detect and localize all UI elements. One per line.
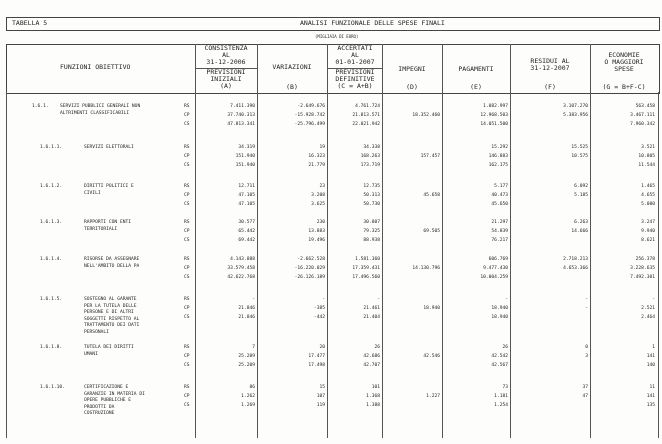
group-code: 1.6.1.4. <box>40 257 63 262</box>
cell-e: 40.473 <box>491 193 508 198</box>
group-description-line: RISORSE DA ASSEGNARE <box>84 257 140 262</box>
cell-e: 76.217 <box>491 238 508 243</box>
row-type-label: CP <box>184 193 190 198</box>
group-code: 1.6.1.1. <box>40 145 63 150</box>
col-previsioni-definitive <box>328 69 382 90</box>
cell-g: 11 <box>649 385 655 390</box>
cell-c: 34.338 <box>363 145 380 150</box>
cell-a: 25.209 <box>238 363 255 368</box>
cell-b: 3.208 <box>311 193 325 198</box>
col-previsioni-definitive-2: DEFINITIVE <box>335 75 375 83</box>
cell-g: 7.960.342 <box>630 122 655 127</box>
cell-c: 17.359.431 <box>352 266 380 271</box>
cell-c: 21.813.571 <box>352 113 380 118</box>
row-type-label: RS <box>184 220 190 225</box>
col-residui-code: (F) <box>544 83 556 91</box>
group-code: 1.6.1.3. <box>40 220 63 225</box>
cell-e: 1.082.997 <box>483 104 508 109</box>
cell-e: 5.177 <box>494 184 508 189</box>
cell-b: 17.498 <box>308 363 325 368</box>
cell-a: 151.940 <box>235 154 255 159</box>
cell-b: -2.662.528 <box>297 257 325 262</box>
cell-b: 16.323 <box>308 154 325 159</box>
cell-b: 3.625 <box>311 202 325 207</box>
cell-d: 69.505 <box>423 229 440 234</box>
cell-a: 33.579.458 <box>227 266 255 271</box>
row-type-label: RS <box>184 257 190 262</box>
col-consistenza <box>196 45 256 66</box>
cell-b: 20 <box>319 345 325 350</box>
cell-e: 9.477.430 <box>483 266 508 271</box>
group-description-line: SOGGETTI RISPETTO AL <box>84 316 140 322</box>
cell-f: - <box>585 306 588 311</box>
cell-f: 3.107.270 <box>563 104 588 109</box>
cell-e: 73 <box>502 385 508 390</box>
cell-b: -2.649.676 <box>297 104 325 109</box>
table-title: ANALISI FUNZIONALE DELLE SPESE FINALI <box>300 19 445 27</box>
col-residui-1: RESIDUI AL <box>530 57 570 65</box>
cell-g: 9.940 <box>641 229 655 234</box>
group-description-line: RAPPORTI CON ENTI <box>84 220 132 225</box>
cell-e: 45.650 <box>491 202 508 207</box>
cell-a: 4.143.888 <box>230 257 255 262</box>
group-description-line: SOSTEGNO AL GARANTE <box>84 297 137 302</box>
group-description-line: TRATTAMENTO DEI DATI <box>84 323 140 328</box>
row-type-label: RS <box>184 184 190 189</box>
cell-b: -385 <box>313 306 325 311</box>
cell-c: 50.313 <box>363 193 380 198</box>
cell-f: 2.718.213 <box>563 257 588 262</box>
cell-c: 30.807 <box>363 220 380 225</box>
cell-g: 2.521 <box>641 306 655 311</box>
cell-d: 1.227 <box>426 394 440 399</box>
cell-a: 1.269 <box>241 403 255 408</box>
cell-a: 86 <box>249 385 255 390</box>
cell-f: 14.666 <box>571 229 588 234</box>
col-economie-code: (G = B+F-C) <box>602 83 646 91</box>
cell-c: 42.686 <box>363 354 380 359</box>
cell-g: 3.247 <box>641 220 655 225</box>
row-type-label: CS <box>184 122 190 127</box>
row-type-label: CS <box>184 275 190 280</box>
col-impegni-code: (D) <box>406 83 418 91</box>
row-type-label: CS <box>184 315 190 320</box>
row-type-label: RS <box>184 145 190 150</box>
row-type-label: CP <box>184 354 190 359</box>
cell-f: 6.092 <box>574 184 588 189</box>
cell-e: 54.839 <box>491 229 508 234</box>
group-description-line: PER LA TUTELA DELLE <box>84 303 137 309</box>
group-description-line: PERSONE E DI ALTRI <box>84 310 134 315</box>
cell-e: 606.769 <box>488 257 508 262</box>
group-code: 1.6.1. <box>32 104 49 109</box>
col-consistenza-1: CONSISTENZA <box>204 44 248 52</box>
cell-g: 141 <box>646 354 655 359</box>
cell-a: 21.846 <box>238 306 255 311</box>
group-code: 1.6.1.8. <box>40 345 63 350</box>
cell-d: 18.352.460 <box>412 113 440 118</box>
cell-b: 19 <box>319 145 325 150</box>
cell-f: 5.383.956 <box>563 113 588 118</box>
cell-g: 3.467.111 <box>630 113 655 118</box>
cell-b: 17.477 <box>308 354 325 359</box>
cell-f: 10.575 <box>571 154 588 159</box>
cell-f: 37 <box>582 385 588 390</box>
group-description-line: PERSONALI <box>84 329 109 335</box>
cell-g: 3.521 <box>641 145 655 150</box>
cell-g: 141 <box>646 394 655 399</box>
col-residui-2: 31-12-2007 <box>530 64 570 72</box>
cell-b: 107 <box>316 394 325 399</box>
cell-c: 22.021.942 <box>352 122 380 127</box>
col-pagamenti-code: (E) <box>470 83 482 91</box>
group-description-line: TUTELA DEI DIRITTI <box>84 345 134 350</box>
body-right-border <box>658 92 659 438</box>
cell-f: 0 <box>585 345 588 350</box>
cell-c: 4.761.724 <box>355 104 380 109</box>
cell-b: 230 <box>316 220 325 225</box>
col-previsioni-iniziali-3: (A) <box>220 82 232 90</box>
cell-b: -25.796.499 <box>294 122 325 127</box>
cell-a: 47.105 <box>238 202 255 207</box>
row-type-label: RS <box>184 345 190 350</box>
cell-c: 1.368 <box>366 394 380 399</box>
cell-e: 1.181 <box>494 394 508 399</box>
units-note: (MIGLIAIA DI EURO) <box>315 34 359 39</box>
col-previsioni-definitive-3: (C = A+B) <box>337 82 373 90</box>
row-type-label: CS <box>184 403 190 408</box>
cell-f: 4.653.366 <box>563 266 588 271</box>
col-economie-1: ECONOMIE <box>608 51 640 59</box>
cell-b: - <box>322 297 325 302</box>
cell-c: 21.404 <box>363 315 380 320</box>
row-type-label: CP <box>184 266 190 271</box>
col-previsioni-iniziali-1: PREVISIONI <box>206 68 246 76</box>
cell-g: 563.458 <box>635 104 655 109</box>
col-consistenza-2: AL <box>222 51 230 59</box>
cell-f: 15.525 <box>571 145 588 150</box>
cell-a: 37.740.313 <box>227 113 255 118</box>
col-accertati-3: 01-01-2007 <box>335 58 375 66</box>
cell-b: 19.496 <box>308 238 325 243</box>
cell-e: 10.004.259 <box>480 275 508 280</box>
cell-a: 34.319 <box>238 145 255 150</box>
cell-e: 26 <box>502 345 508 350</box>
group-description-line: SERVIZI ELETTORALI <box>84 145 134 150</box>
cell-a: - <box>252 297 255 302</box>
row-type-label: RS <box>184 297 190 302</box>
cell-e: - <box>505 297 508 302</box>
cell-c: 12.735 <box>363 184 380 189</box>
row-type-label: CP <box>184 306 190 311</box>
cell-g: 135 <box>646 403 655 408</box>
cell-a: 1.262 <box>241 394 255 399</box>
body-left-border <box>6 92 7 438</box>
row-type-label: CP <box>184 154 190 159</box>
row-type-label: CS <box>184 238 190 243</box>
cell-a: 151.940 <box>235 163 255 168</box>
cell-a: 47.105 <box>238 193 255 198</box>
col-variazioni <box>258 64 326 71</box>
group-description-line: UMANI <box>84 351 98 357</box>
col-accertati-2: AL <box>351 51 359 59</box>
col-accertati <box>328 45 382 66</box>
group-description-line: GARANZIE IN MATERIA DI <box>84 391 145 397</box>
cell-c: 21.461 <box>363 306 380 311</box>
cell-g: 1.465 <box>641 184 655 189</box>
cell-d: 157.457 <box>420 154 440 159</box>
cell-c: 173.719 <box>360 163 380 168</box>
cell-e: 14.051.500 <box>480 122 508 127</box>
cell-g: 2.464 <box>641 315 655 320</box>
group-code: 1.6.1.2. <box>40 184 63 189</box>
cell-b: -15.928.742 <box>294 113 325 118</box>
cell-e: 18.940 <box>491 306 508 311</box>
group-description-line: PRODOTTI DA <box>84 404 115 410</box>
cell-e: 146.883 <box>488 154 508 159</box>
cell-g: 1 <box>652 345 655 350</box>
group-description-line: TERRITORIALI <box>84 226 118 232</box>
cell-d: 42.546 <box>423 354 440 359</box>
col-economie <box>591 52 657 73</box>
cell-g: 10.805 <box>638 154 655 159</box>
group-description-line: ALTRIMENTI CLASSIFICABILI <box>60 110 130 116</box>
cell-c: - <box>377 297 380 302</box>
col-previsioni-iniziali-2: INIZIALI <box>210 75 242 83</box>
table-label: TABELLA 5 <box>12 19 48 27</box>
cell-e: 42.542 <box>491 354 508 359</box>
cell-c: 42.707 <box>363 363 380 368</box>
cell-e: 21.297 <box>491 220 508 225</box>
col-consistenza-3: 31-12-2006 <box>206 58 246 66</box>
cell-c: 1.581.360 <box>355 257 380 262</box>
group-code: 1.6.1.5. <box>40 297 63 302</box>
cell-a: 12.711 <box>238 184 255 189</box>
cell-b: 21.779 <box>308 163 325 168</box>
group-description-line: NELL'AMBITO DELLA PA <box>84 263 140 269</box>
cell-a: 47.813.341 <box>227 122 255 127</box>
cell-b: 119 <box>316 403 325 408</box>
cell-c: 79.325 <box>363 229 380 234</box>
cell-e: 42.567 <box>491 363 508 368</box>
cell-c: 50.730 <box>363 202 380 207</box>
cell-g: 256.378 <box>635 257 655 262</box>
col-residui <box>511 58 589 72</box>
col-variazioni-code: (B) <box>286 83 298 91</box>
cell-e: 162.175 <box>488 163 508 168</box>
row-type-label: CS <box>184 363 190 368</box>
cell-g: 4.655 <box>641 193 655 198</box>
col-previsioni-definitive-1: PREVISIONI <box>335 68 375 76</box>
group-description-line: COSTRUZIONE <box>84 411 115 416</box>
cell-a: 25.209 <box>238 354 255 359</box>
col-pagamenti: PAGAMENTI <box>458 65 494 73</box>
cell-b: 23 <box>319 184 325 189</box>
row-type-label: CP <box>184 113 190 118</box>
col-variazioni-label: VARIAZIONI <box>272 63 312 71</box>
cell-a: 30.577 <box>238 220 255 225</box>
cell-g: 5.080 <box>641 202 655 207</box>
col-accertati-1: ACCERTATI <box>337 44 373 52</box>
group-description-line: CIVILI <box>84 190 101 196</box>
row-type-label: CS <box>184 202 190 207</box>
cell-c: 101 <box>371 385 380 390</box>
cell-b: 13.883 <box>308 229 325 234</box>
col-impegni: IMPEGNI <box>398 65 426 73</box>
cell-g: - <box>652 297 655 302</box>
row-type-label: CS <box>184 163 190 168</box>
cell-b: 15 <box>319 385 325 390</box>
cell-d: 14.130.796 <box>412 266 440 271</box>
cell-f: - <box>585 297 588 302</box>
cell-g: 3.228.635 <box>630 266 655 271</box>
cell-c: 168.263 <box>360 154 380 159</box>
cell-a: 7 <box>252 345 255 350</box>
cell-a: 21.846 <box>238 315 255 320</box>
row-type-label: CP <box>184 229 190 234</box>
cell-f: 6.263 <box>574 220 588 225</box>
cell-e: 15.292 <box>491 145 508 150</box>
group-description-line: DIRITTI POLITICI E <box>84 184 134 189</box>
cell-b: -26.126.189 <box>294 275 325 280</box>
cell-c: 1.388 <box>366 403 380 408</box>
col-funzioni: FUNZIONI OBIETTIVO <box>60 63 131 71</box>
col-economie-3: SPESE <box>614 65 634 73</box>
cell-c: 88.938 <box>363 238 380 243</box>
cell-e: 18.940 <box>491 315 508 320</box>
col-previsioni-iniziali <box>196 69 256 90</box>
cell-d: 18.940 <box>423 306 440 311</box>
cell-f: 3 <box>585 354 588 359</box>
row-type-label: CP <box>184 394 190 399</box>
cell-g: 140 <box>646 363 655 368</box>
row-type-label: RS <box>184 104 190 109</box>
cell-b: -442 <box>313 315 325 320</box>
group-description-line: CERTIFICAZIONE E <box>84 385 129 390</box>
col-economie-2: O MAGGIORI <box>604 58 644 66</box>
group-description-line: SERVIZI PUBBLICI GENERALI NON <box>60 104 141 109</box>
cell-d: 45.658 <box>423 193 440 198</box>
cell-a: 42.622.768 <box>227 275 255 280</box>
cell-c: 26 <box>374 345 380 350</box>
cell-a: 65.442 <box>238 229 255 234</box>
cell-g: 8.621 <box>641 238 655 243</box>
cell-b: -16.220.029 <box>294 266 325 271</box>
cell-c: 17.496.560 <box>352 275 380 280</box>
cell-g: 11.544 <box>638 163 655 168</box>
cell-a: 7.411.390 <box>230 104 255 109</box>
cell-g: 7.492.301 <box>630 275 655 280</box>
cell-f: 47 <box>582 394 588 399</box>
cell-e: 12.968.503 <box>480 113 508 118</box>
group-description-line: OPERE PUBBLICHE E <box>84 398 132 403</box>
group-code: 1.6.1.10. <box>40 385 65 390</box>
cell-f: 5.185 <box>574 193 588 198</box>
cell-e: 1.254 <box>494 403 508 408</box>
cell-a: 69.442 <box>238 238 255 243</box>
row-type-label: RS <box>184 385 190 390</box>
